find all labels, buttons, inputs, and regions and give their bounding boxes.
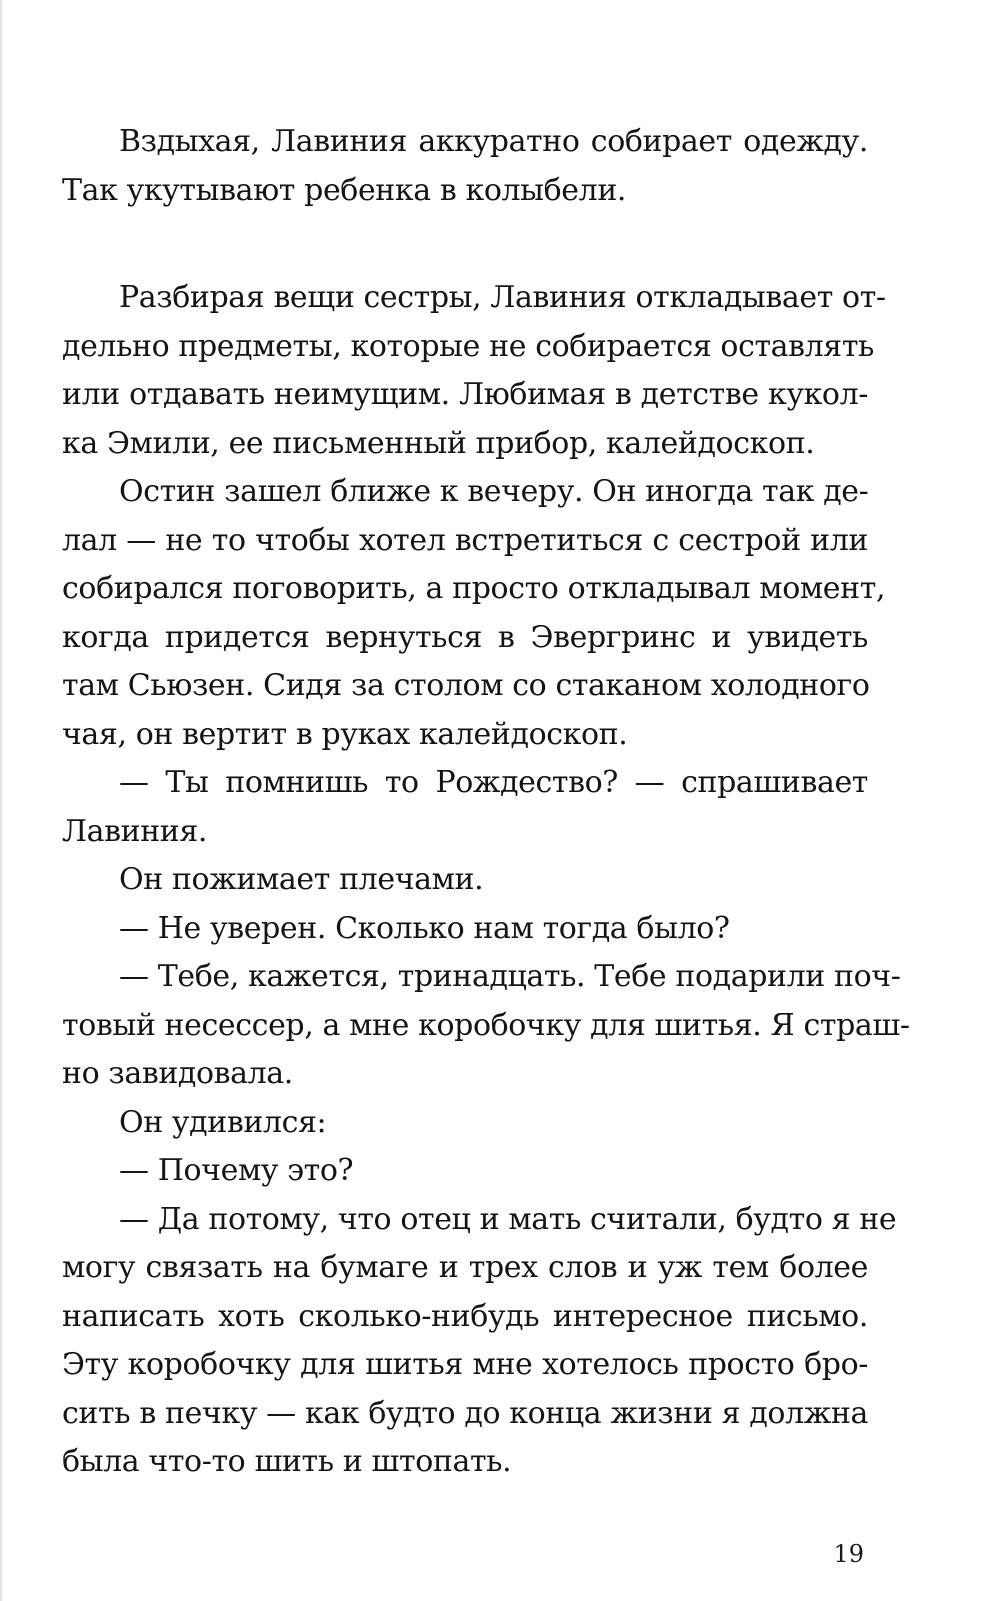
paragraph-10 (62, 1196, 897, 1487)
text-line: сить в печку — как будто до конца жизни я должна (62, 1395, 868, 1431)
text-line: Так укутывают ребенка в колыбели. (62, 172, 627, 208)
text-line: Эту коробочку для шитья мне хотелось просто бро- (62, 1347, 868, 1382)
paragraph-3 (62, 468, 886, 759)
text-line: написать хоть сколько-нибудь интересное письмо. (62, 1298, 868, 1334)
text-line: — Да потому, что отец и мать считали, будто я не (119, 1201, 897, 1237)
page-edge-shadow (0, 0, 3, 1601)
text-line: когда придется вернуться в Эвергринс и увидеть (62, 619, 868, 655)
text-line: там Сьюзен. Сидя за столом со стаканом холодного (62, 668, 870, 703)
text-line: Остин зашел ближе к вечеру. Он иногда так де- (119, 474, 869, 509)
text-line: — Не уверен. Сколько нам тогда было? (119, 910, 730, 946)
paragraph-1 (62, 118, 868, 215)
text-line: могу связать на бумаге и трех слов и уж тем более (62, 1250, 868, 1285)
text-line: Он пожимает плечами. (119, 862, 484, 897)
paragraph-2 (62, 274, 886, 468)
text-line: Лавиния. (62, 813, 208, 849)
text-line: собирался поговорить, а просто откладывал момент, (62, 571, 886, 606)
text-line: или отдавать неимущим. Любимая в детстве кукол- (62, 377, 868, 412)
paragraph-9 (62, 1147, 868, 1196)
text-line: — Тебе, кажется, тринадцать. Тебе подарили поч- (119, 959, 901, 994)
text-line: — Ты помнишь то Рождество? — спрашивает (119, 765, 868, 800)
paragraph-6 (62, 905, 868, 954)
paragraph-8 (62, 1099, 868, 1148)
page-number: 19 (833, 1540, 864, 1568)
text-line: Он удивился: (119, 1104, 327, 1140)
section-gap (62, 215, 868, 274)
paragraph-5 (62, 856, 868, 905)
text-line: лал — не то чтобы хотел встретиться с сестрой или (62, 522, 868, 558)
text-line: дельно предметы, которые не собирается оставлять (62, 328, 874, 364)
text-line: — Почему это? (119, 1153, 354, 1188)
paragraph-4 (62, 759, 868, 856)
page-body-text (62, 118, 910, 1487)
text-line: Разбирая вещи сестры, Лавиния откладывает от- (119, 280, 886, 315)
text-line: товый несессер, а мне коробочку для шитья. Я страш- (62, 1007, 910, 1043)
text-line: ка Эмили, ее письменный прибор, калейдоскоп. (62, 425, 815, 461)
text-line: была что-то шить и штопать. (62, 1444, 512, 1479)
text-line: чая, он вертит в руках калейдоскоп. (62, 716, 628, 752)
text-line: Вздыхая, Лавиния аккуратно собирает одежду. (119, 124, 868, 159)
paragraph-7 (62, 953, 910, 1099)
text-line: но завидовала. (62, 1056, 293, 1091)
